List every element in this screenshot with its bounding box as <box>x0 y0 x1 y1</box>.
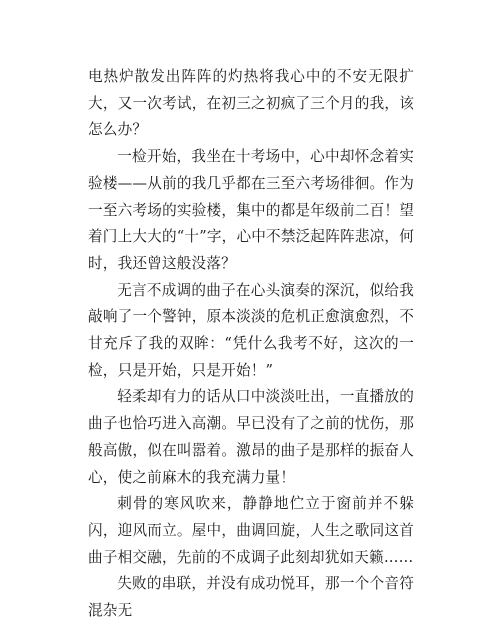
essay-paragraph: 无言不成调的曲子在心头演奏的深沉，似给我敲响了一个警钟，原本淡淡的危机正愈演愈烈，不甘充斥了我的双眸：“凭什么我考不好，这次的一检，只是开始，只是开始！” <box>88 281 414 379</box>
essay-paragraph: 刺骨的寒风吹来，静静地伫立于窗前并不躲闪，迎风而立。屋中，曲调回旋，人生之歌同这首曲子相交融，先前的不成调子此刻却犹如天籁…… <box>88 495 414 566</box>
essay-paragraph: 失败的串联，并没有成功悦耳，那一个个音符混杂无 <box>88 575 414 620</box>
essay-paragraph: 电热炉散发出阵阵的灼热将我心中的不安无限扩大，又一次考试，在初三之初疯了三个月的我，该怎么办？ <box>88 68 414 139</box>
essay-paragraph: 一检开始，我坐在十考场中，心中却怀念着实验楼——从前的我几乎都在三至六考场徘徊。作为一至六考场的实验楼，集中的都是年级前二百！望着门上大大的“十”字，心中不禁泛起阵阵悲凉，何时，我还曾这般没落？ <box>88 148 414 272</box>
essay-paragraph: 轻柔却有力的话从口中淡淡吐出，一直播放的曲子也恰巧进入高潮。早已没有了之前的忧伤，那般高傲，似在叫嚣着。激昂的曲子是那样的振奋人心，使之前麻木的我充满力量！ <box>88 388 414 486</box>
essay-body <box>88 64 414 625</box>
